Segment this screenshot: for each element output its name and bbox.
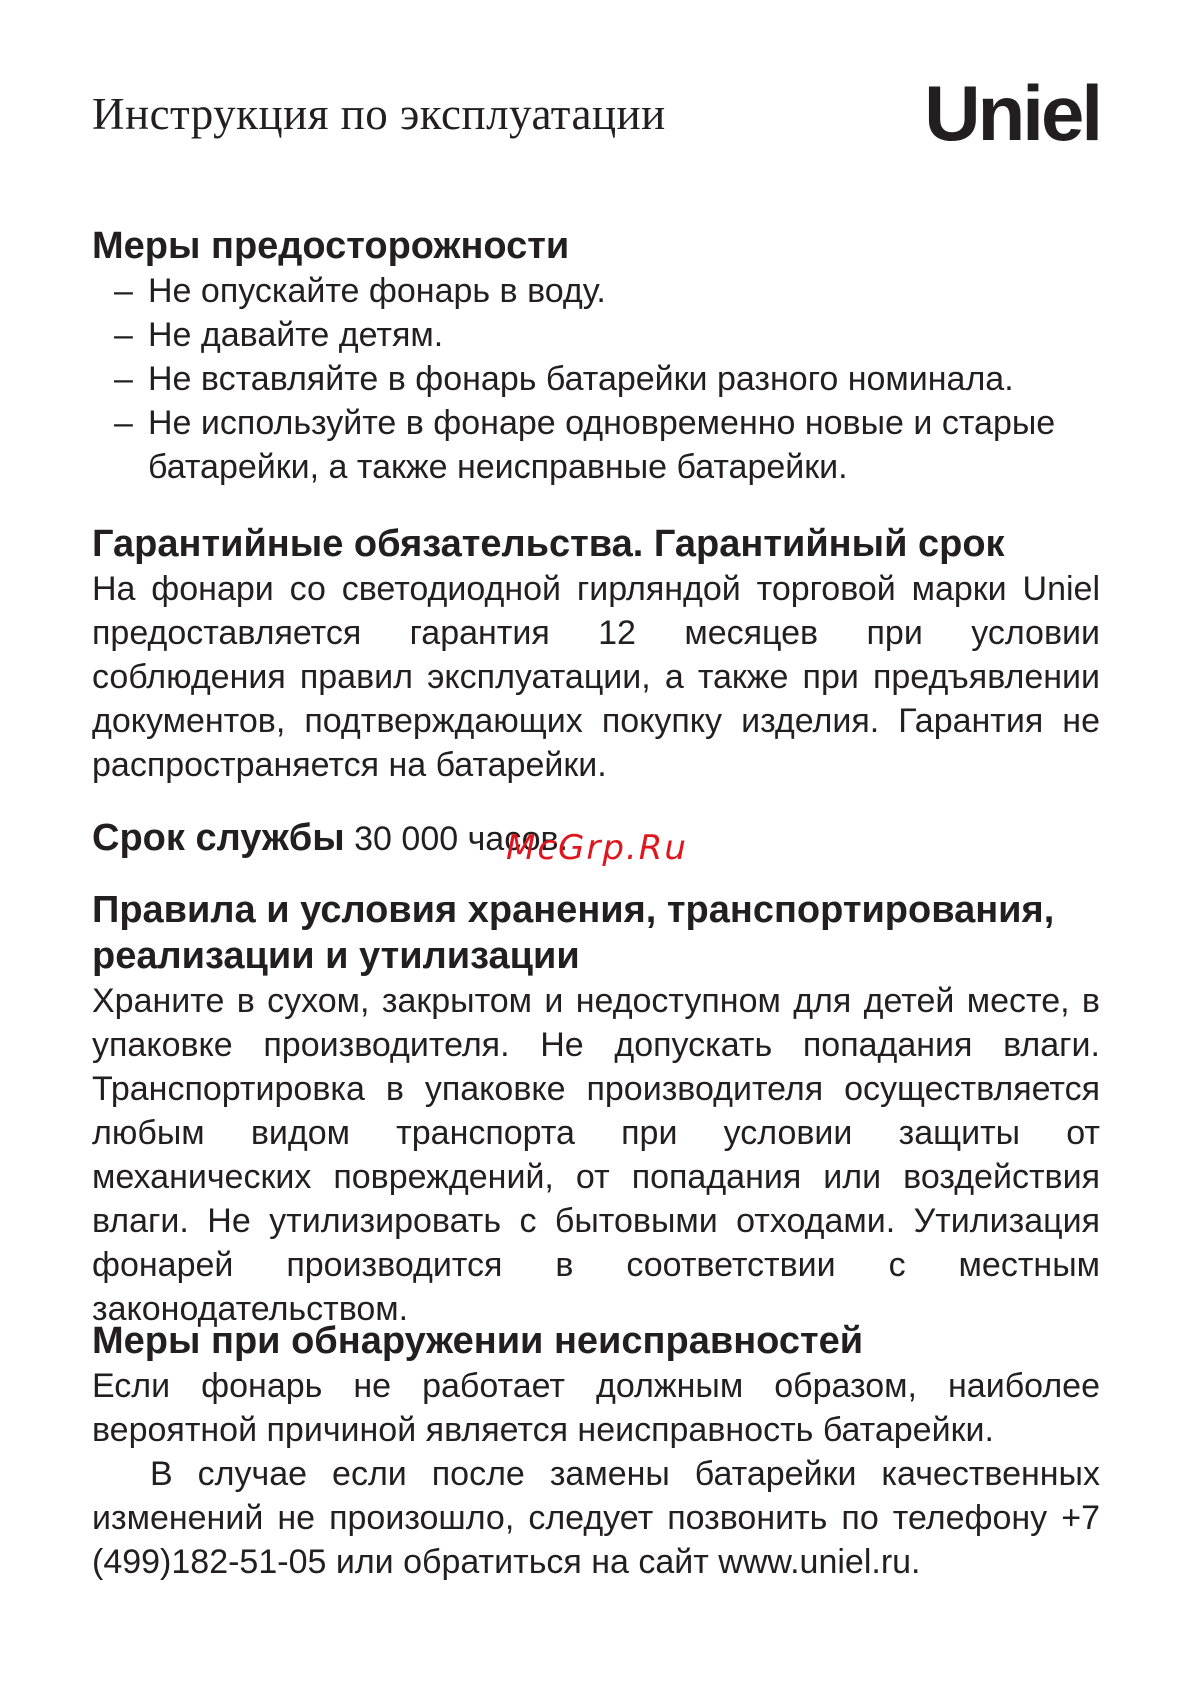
list-item: – Не вставляйте в фонарь батарейки разного номинала.: [92, 357, 1100, 401]
storage-heading: Правила и условия хранения, транспортирования, реализации и утилизации: [92, 889, 1055, 977]
watermark: McGrp.Ru: [506, 828, 688, 868]
faults-heading: Меры при обнаружении неисправностей: [92, 1320, 864, 1362]
precautions-heading: Меры предосторожности: [92, 225, 570, 267]
precautions-section: [92, 223, 1100, 489]
list-item: – Не опускайте фонарь в воду.: [92, 269, 1100, 313]
list-item: – Не давайте детям.: [92, 313, 1100, 357]
lifetime-value: 30 000 часов.: [354, 820, 569, 858]
warranty-text: На фонари со светодиодной гирляндой торговой марки Uniel предоставляется гарантия 12 месяцев при условии соблюдения правил эксплуатации, а также при предъявлении документов, подтверждающих покупку изделия. Гарантия не распространяется на батарейки.: [92, 570, 1100, 784]
storage-section: [92, 887, 1100, 1331]
brand-logo: Uniel: [924, 69, 1100, 157]
lifetime-line: [92, 815, 1100, 868]
warranty-section: [92, 521, 1100, 787]
precautions-list: [92, 269, 1100, 489]
faults-paragraph-2: В случае если после замены батарейки качественных изменений не произошло, следует позвонить по телефону +7 (499)182-51-05 или обратиться на сайт www.uniel.ru.: [92, 1455, 1100, 1581]
page-title: Инструкция по эксплуатации: [92, 89, 666, 139]
storage-text: Храните в сухом, закрытом и недоступном для детей месте, в упаковке производителя. Не допускать попадания влаги. Транспортировка в упаковке производителя осуществляется любым видом транспорта при условии защиты от механических повреждений, от попадания или воздействия влаги. Не утилизировать с бытовыми отходами. Утилизация фонарей производится в соответствии с местным законодательством.: [92, 982, 1100, 1328]
document-page: [92, 0, 1100, 1685]
faults-section: [92, 1318, 1100, 1584]
warranty-heading: Гарантийные обязательства. Гарантийный срок: [92, 523, 1005, 565]
lifetime-label: Срок службы: [92, 817, 345, 859]
lifetime-section: [92, 815, 1100, 868]
faults-paragraph-1: Если фонарь не работает должным образом, наиболее вероятной причиной является неисправность батарейки.: [92, 1367, 1100, 1449]
list-item: – Не используйте в фонаре одновременно новые и старые батарейки, а также неисправные батарейки.: [92, 401, 1100, 489]
